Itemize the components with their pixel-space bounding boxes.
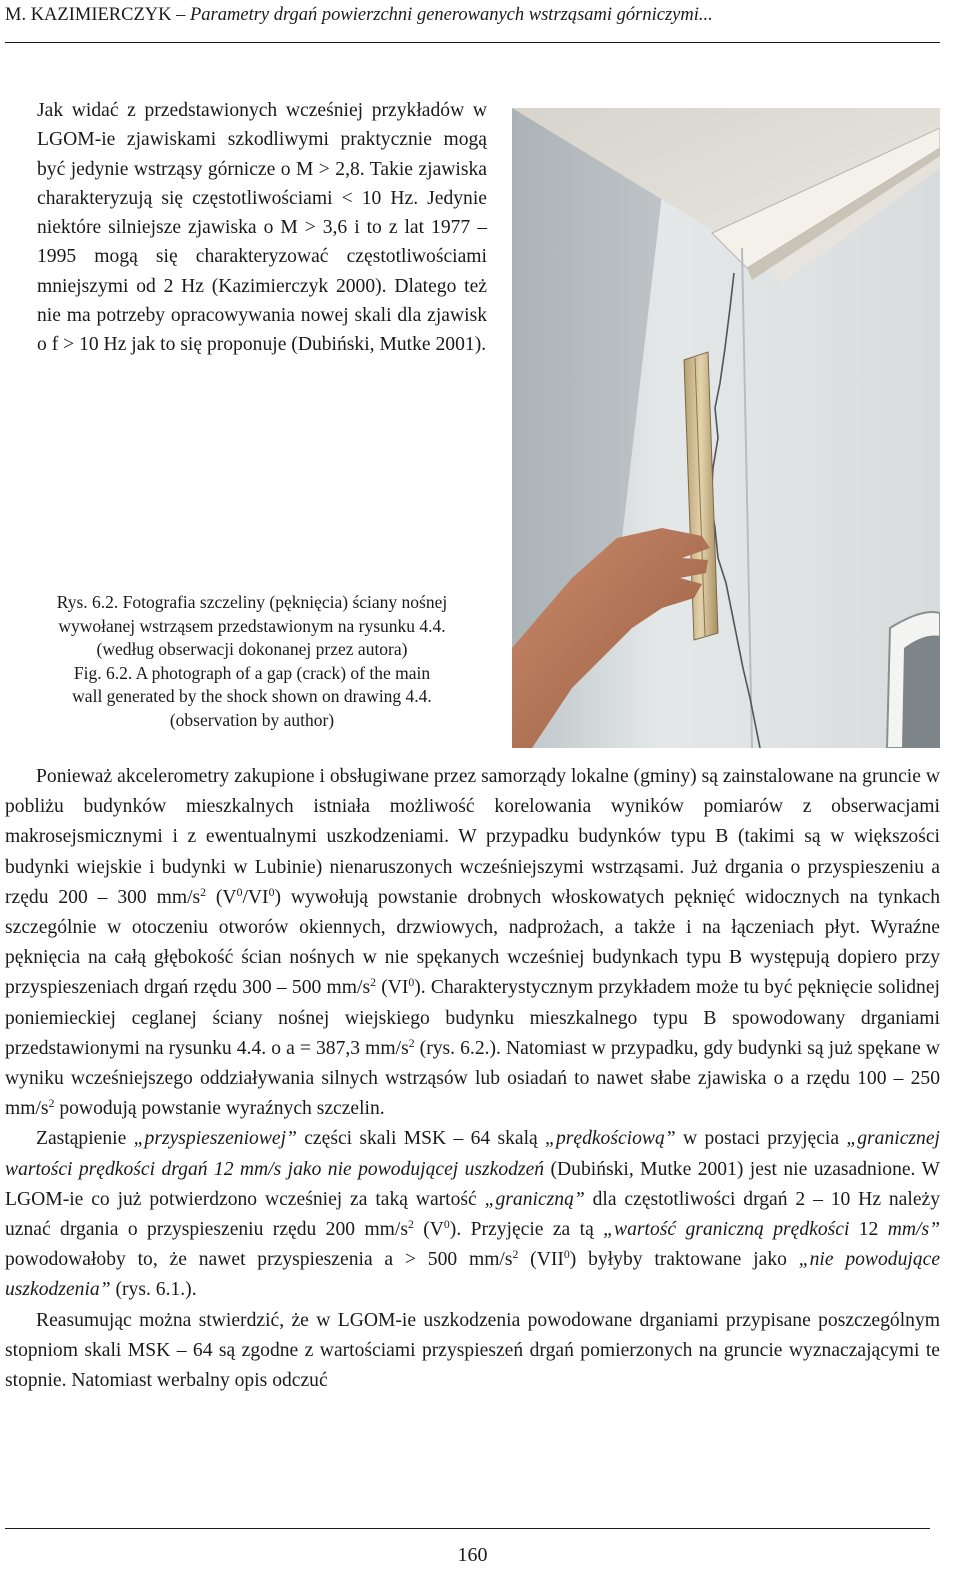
figure-caption [2, 591, 502, 732]
main-text [5, 762, 940, 1396]
intro-paragraph: Jak widać z przedstawionych wcześniej przykładów w LGOM-ie zjawiskami szkodliwymi praktycznie mogą być jedynie wstrząsy górnicze o M > 2,8. Takie zjawiska charakteryzują się częstotliwościami < 10 Hz. Jedynie niektóre silniejsze zjawiska o M > 3,6 i to z lat 1977 – 1995 mogą się charakteryzować częstotliwościami mniejszymi od 2 Hz (Kazimierczyk 2000). Dlatego też nie ma potrzeby opracowywania nowej skali dla zjawisk o f > 10 Hz jak to się proponuje (Dubiński, Mutke 2001). [37, 100, 487, 356]
caption-pl-line-3: (według obserwacji dokonanej przez autora) [96, 639, 408, 659]
header-rule [5, 42, 940, 43]
header-author: M. KAZIMIERCZYK – [5, 5, 190, 25]
body-paragraph-2: Zastąpienie „przyspieszeniowej” części skali MSK – 64 skalą „prędkościową” w postaci przyjęcia „granicznej wartości prędkości drgań 12 mm/s jako nie powodującej uszkodzeń (Dubiński, Mutke 2001) jest nie uzasadnione. W LGOM-ie co już potwierdzono wcześniej za taką wartość „graniczną” dla częstotliwości drgań 2 – 10 Hz należy uznać drgania o przyspieszeniu rzędu 200 $mm/s^2$ $(V^0)$. Przyjęcie za tą „wartość graniczną prędkości 12 mm/s” powodowałoby to, że nawet przyspieszenia a > 500 $mm/s^2$ (VII$^0$) byłyby traktowane jako „nie powodujące uszkodzenia” (rys. 6.1.). [5, 1128, 941, 1301]
crack-photo-illustration [512, 108, 940, 748]
caption-en-line-3: (observation by author) [169, 709, 335, 730]
body-paragraph-3: Reasumując można stwierdzić, że w LGOM-ie uszkodzenia powodowane drganiami przypisane poszczególnym stopniom skali MSK – 64 są zgodne z wartościami przyspieszeń drgań pomierzonych na gruncie wyznaczającymi te stopnie. Natomiast werbalny opis odczuć [5, 1309, 940, 1392]
running-header [5, 0, 945, 38]
caption-en-line-2: wall generated by the shock shown on drawing 4.4. [72, 686, 432, 706]
header-title: Parametry drgań powierzchni generowanych wstrząsami górniczymi... [190, 5, 713, 25]
footer-rule [5, 1528, 930, 1529]
caption-pl-line-1: Rys. 6.2. Fotografia szczeliny (pęknięcia) ściany nośnej [56, 592, 448, 612]
crack-photograph [512, 108, 940, 748]
caption-en-line-1: Fig. 6.2. A photograph of a gap (crack) of the main [73, 662, 431, 683]
body-paragraph-1: Ponieważ akcelerometry zakupione i obsługiwane przez samorządy lokalne (gminy) są zainstalowane na gruncie w pobliżu budynków mieszkalnych istniała możliwość korelowania wyników pomiarów z obserwacjami makrosejsmicznymi i z ewentualnymi uszkodzeniami. W przypadku budynków typu B (takimi są w większości budynki wiejskie i budynki w Lubinie) nienaruszonych wcześniejszymi wstrząsami. Już drgania o przyspieszeniu a rzędu 200 – 300 $mm/s^2$ $(V^0/VI^0)$ wywołują powstanie drobnych włoskowatych pęknięć widocznych na tynkach szczególnie w otoczeniu otworów okiennych, drzwiowych, nadprożach, a także i na łączeniach płyt. Wyraźne pęknięcia na całą głębokość ścian nośnych w nie spękanych wcześniej budynkach typu B występują dopiero przy przyspieszeniach drgań rzędu 300 – 500 $mm/s^2$ $(VI^0)$. Charakterystycznym przykładem może tu być pęknięcie solidnej poniemieckiej ceglanej ściany nośnej wiejskiego budynku mieszkalnego typu B spowodowany drganiami przedstawionymi na rysunku 4.4. o a = 387,3 $mm/s^2$ (rys. 6.2.). Natomiast w przypadku, gdy budynki są już spękane w wyniku wcześniejszego oddziaływania silnych wstrząsów lub osiadań to nawet słabe zjawiska o a rzędu 100 – 250 $mm/s^2$ powodują powstanie wyraźnych szczelin. [5, 766, 941, 1120]
page-number: 160 [457, 1544, 488, 1566]
caption-pl-line-2: wywołanej wstrząsem przedstawionym na rysunku 4.4. [58, 615, 446, 636]
door-edge [902, 636, 940, 749]
